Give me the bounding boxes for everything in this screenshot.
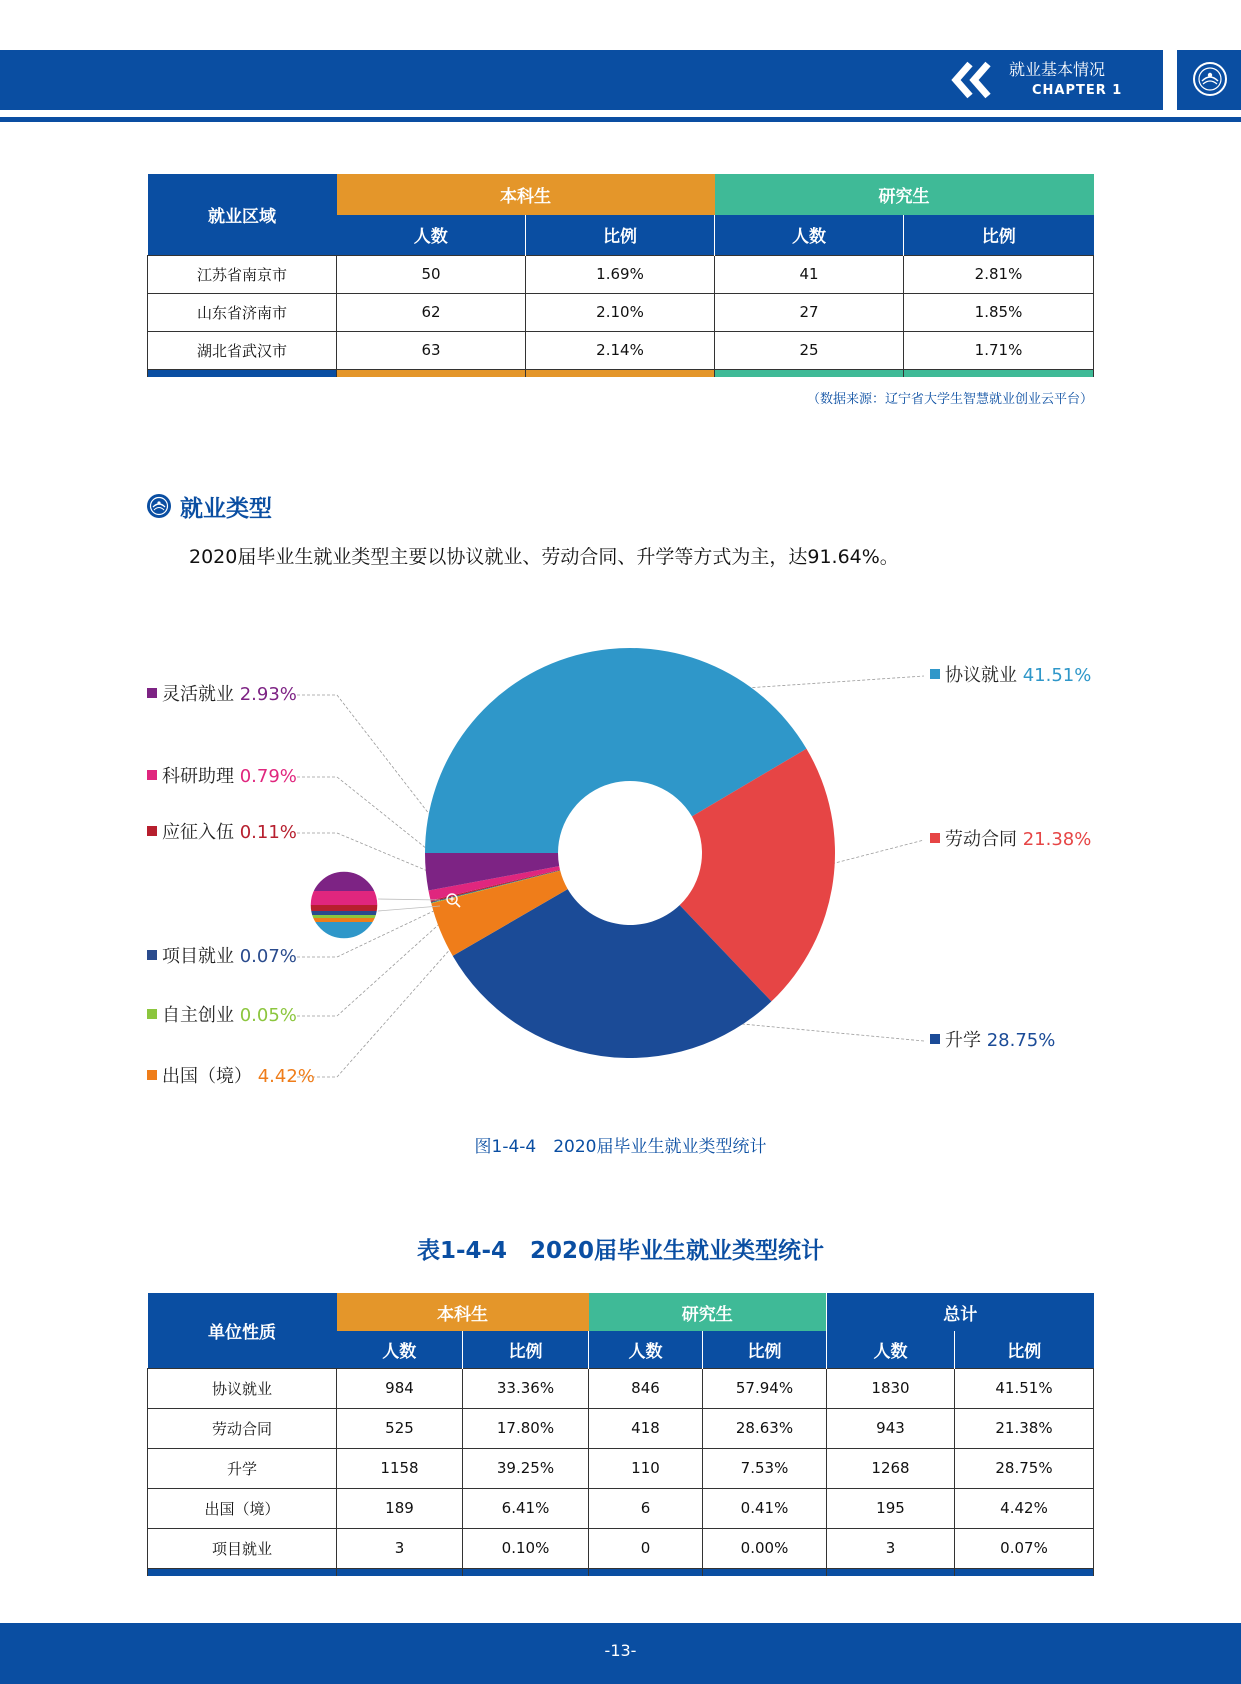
legend-label-2 (930, 1030, 1055, 1052)
legend-percent: 28.75% (981, 1030, 1056, 1051)
legend-swatch (930, 669, 940, 679)
section-title: 就业类型 (180, 496, 272, 522)
legend-swatch (147, 688, 157, 698)
legend-swatch (147, 950, 157, 960)
zoom-band (310, 915, 378, 918)
cell-ug-count: 50 (337, 255, 526, 293)
legend-name: 自主创业 (162, 1005, 234, 1026)
table-row (148, 1488, 1094, 1528)
cell-t-ratio: 28.75% (955, 1448, 1094, 1488)
cell-g-ratio: 0.41% (703, 1488, 827, 1528)
donut-slices (425, 648, 835, 1058)
header-g-ratio: 比例 (904, 215, 1094, 255)
header-undergrad: 本科生 (337, 1293, 589, 1331)
page-number: -13- (604, 1641, 637, 1660)
cell-region: 江苏省南京市 (148, 255, 337, 293)
header-undergrad: 本科生 (337, 174, 715, 215)
cell-t-count: 3 (827, 1528, 955, 1568)
legend-name: 灵活就业 (162, 684, 234, 705)
cell-ug-ratio: 39.25% (463, 1448, 589, 1488)
cell-g-ratio: 28.63% (703, 1408, 827, 1448)
legend-label-5 (147, 946, 297, 968)
cell-ug-ratio: 0.10% (463, 1528, 589, 1568)
cell-g-ratio: 2.81% (904, 255, 1094, 293)
table-row (148, 1368, 1094, 1408)
header-unit: 单位性质 (148, 1293, 337, 1368)
cell-ug-count: 3 (337, 1528, 463, 1568)
cell-ug-count: 984 (337, 1368, 463, 1408)
cell-ug-ratio: 2.10% (526, 293, 715, 331)
legend-swatch (147, 1070, 157, 1080)
zoom-band (310, 918, 378, 922)
cell-ug-ratio: 33.36% (463, 1368, 589, 1408)
cell-ug-ratio: 6.41% (463, 1488, 589, 1528)
cell-type: 出国（境） (148, 1488, 337, 1528)
cell-g-count: 418 (589, 1408, 703, 1448)
legend-label-8 (147, 684, 297, 706)
cell-g-count: 846 (589, 1368, 703, 1408)
header-grad: 研究生 (715, 174, 1094, 215)
cell-g-count: 41 (715, 255, 904, 293)
zoom-band (310, 911, 378, 915)
legend-percent: 0.07% (234, 946, 297, 967)
cell-t-count: 943 (827, 1408, 955, 1448)
legend-percent: 21.38% (1017, 829, 1092, 850)
legend-label-1 (930, 829, 1091, 851)
table-row (148, 293, 1094, 331)
cell-g-ratio: 1.85% (904, 293, 1094, 331)
header-ug-ratio: 比例 (463, 1331, 589, 1368)
table-row (148, 1528, 1094, 1568)
intro-paragraph: 2020届毕业生就业类型主要以协议就业、劳动合同、升学等方式为主，达91.64%。 (189, 546, 899, 568)
zoom-band (310, 922, 378, 952)
header-region: 就业区域 (148, 174, 337, 255)
cell-g-ratio: 1.71% (904, 331, 1094, 369)
cell-t-count: 1268 (827, 1448, 955, 1488)
table-row (148, 331, 1094, 369)
legend-name: 项目就业 (162, 946, 234, 967)
legend-percent: 2.93% (234, 684, 297, 705)
data-source-note: （数据来源：辽宁省大学生智慧就业创业云平台） (806, 392, 1093, 407)
legend-swatch (930, 1034, 940, 1044)
cell-g-count: 27 (715, 293, 904, 331)
table-footer-bar (148, 369, 1094, 377)
table-row (148, 1448, 1094, 1488)
cell-region: 湖北省武汉市 (148, 331, 337, 369)
legend-percent: 4.42% (252, 1066, 315, 1087)
cell-ug-count: 525 (337, 1408, 463, 1448)
cell-type: 升学 (148, 1448, 337, 1488)
cell-g-ratio: 0.00% (703, 1528, 827, 1568)
region-table (147, 174, 1094, 377)
legend-swatch (147, 1009, 157, 1019)
cell-g-ratio: 57.94% (703, 1368, 827, 1408)
double-chevron-left-icon (946, 58, 996, 102)
legend-name: 升学 (945, 1030, 981, 1051)
cell-g-count: 6 (589, 1488, 703, 1528)
cell-g-count: 0 (589, 1528, 703, 1568)
legend-label-0 (930, 665, 1091, 687)
header-t-count: 人数 (827, 1331, 955, 1368)
table-footer-bar (148, 1568, 1094, 1576)
figure-caption: 图1-4-4 2020届毕业生就业类型统计 (474, 1137, 767, 1157)
cell-g-ratio: 7.53% (703, 1448, 827, 1488)
table-row (148, 255, 1094, 293)
header-rule (0, 117, 1241, 122)
legend-swatch (147, 826, 157, 836)
legend-name: 应征入伍 (162, 822, 234, 843)
cell-t-ratio: 41.51% (955, 1368, 1094, 1408)
cell-t-count: 1830 (827, 1368, 955, 1408)
legend-label-6 (147, 822, 297, 844)
header-title: 就业基本情况 (1009, 60, 1106, 79)
legend-label-4 (147, 1005, 297, 1027)
header-t-ratio: 比例 (955, 1331, 1094, 1368)
header-chapter: CHAPTER 1 (1032, 83, 1123, 98)
legend-percent: 0.11% (234, 822, 297, 843)
table-row (148, 1408, 1094, 1448)
cell-type: 劳动合同 (148, 1408, 337, 1448)
header-ug-count: 人数 (337, 215, 526, 255)
legend-percent: 0.05% (234, 1005, 297, 1026)
cell-ug-count: 62 (337, 293, 526, 331)
header-g-ratio: 比例 (703, 1331, 827, 1368)
header-grad: 研究生 (589, 1293, 827, 1331)
legend-label-3 (147, 1066, 315, 1088)
header-g-count: 人数 (715, 215, 904, 255)
zoom-band (310, 891, 378, 905)
legend-name: 协议就业 (945, 665, 1017, 686)
employment-type-table (147, 1293, 1094, 1576)
cell-ug-ratio: 2.14% (526, 331, 715, 369)
legend-label-7 (147, 766, 297, 788)
cell-region: 山东省济南市 (148, 293, 337, 331)
cell-t-count: 195 (827, 1488, 955, 1528)
section-logo-icon (146, 493, 172, 519)
university-logo-icon (1192, 61, 1228, 97)
legend-percent: 41.51% (1017, 665, 1092, 686)
legend-name: 劳动合同 (945, 829, 1017, 850)
header-total: 总计 (827, 1293, 1094, 1331)
cell-t-ratio: 0.07% (955, 1528, 1094, 1568)
cell-ug-count: 189 (337, 1488, 463, 1528)
legend-swatch (147, 770, 157, 780)
cell-t-ratio: 21.38% (955, 1408, 1094, 1448)
cell-type: 项目就业 (148, 1528, 337, 1568)
zoom-connector (378, 906, 440, 911)
header-ug-count: 人数 (337, 1331, 463, 1368)
cell-ug-count: 63 (337, 331, 526, 369)
zoom-band (310, 905, 378, 911)
cell-type: 协议就业 (148, 1368, 337, 1408)
legend-name: 出国（境） (162, 1066, 252, 1087)
cell-ug-count: 1158 (337, 1448, 463, 1488)
legend-swatch (930, 833, 940, 843)
legend-percent: 0.79% (234, 766, 297, 787)
cell-t-ratio: 4.42% (955, 1488, 1094, 1528)
cell-g-count: 25 (715, 331, 904, 369)
cell-g-count: 110 (589, 1448, 703, 1488)
header-ug-ratio: 比例 (526, 215, 715, 255)
cell-ug-ratio: 1.69% (526, 255, 715, 293)
legend-name: 科研助理 (162, 766, 234, 787)
cell-ug-ratio: 17.80% (463, 1408, 589, 1448)
table-title: 表1-4-4 2020届毕业生就业类型统计 (416, 1238, 825, 1264)
header-g-count: 人数 (589, 1331, 703, 1368)
